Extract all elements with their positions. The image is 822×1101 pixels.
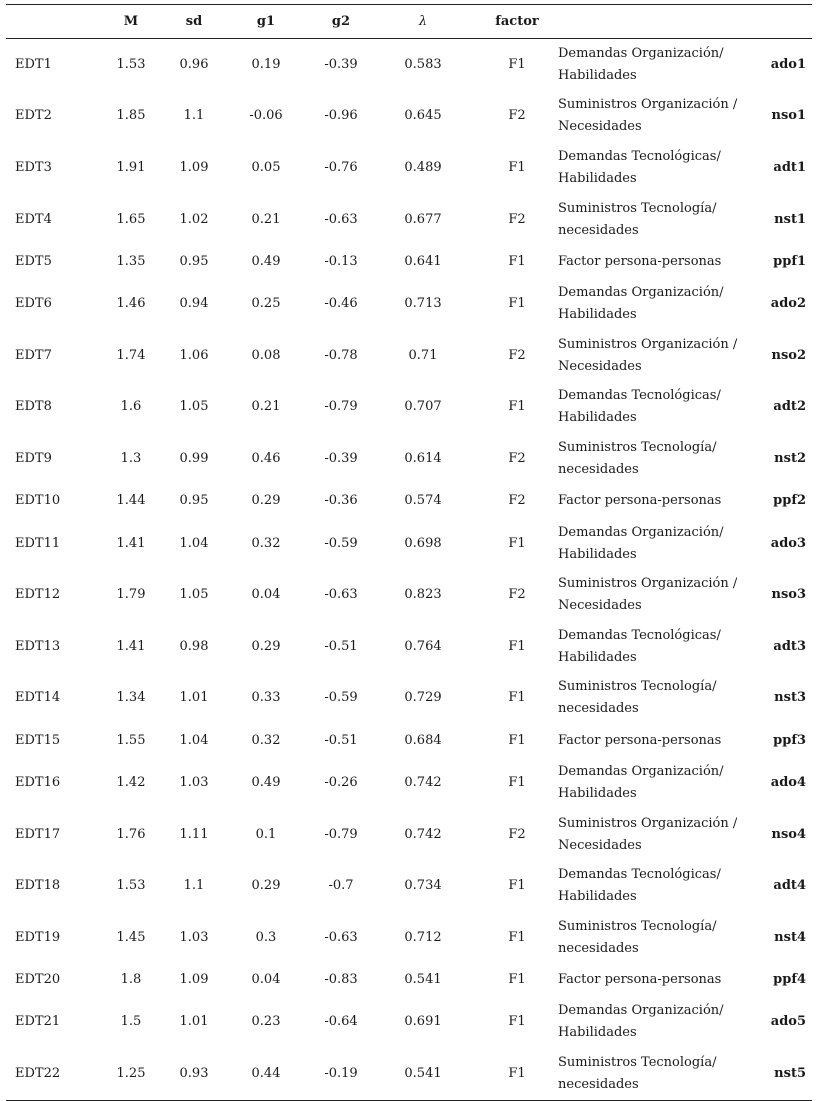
cell-g2: -0.83: [324, 972, 358, 987]
cell-mean: 1.5: [120, 1014, 142, 1030]
cell-item: EDT2: [15, 108, 52, 124]
cell-factor: F2: [508, 493, 526, 509]
cell-lambda: 0.734: [404, 878, 442, 894]
cell-g1: 0.08: [251, 347, 281, 363]
cell-factor: F1: [508, 296, 526, 312]
cell-item: EDT22: [6, 1048, 92, 1100]
cell-mean: 1.53: [116, 56, 146, 72]
cell-factor: F2: [508, 211, 526, 227]
table-row: [6, 330, 812, 382]
cell-lambda: 0.823: [404, 587, 442, 603]
cell-g2: -0.59: [324, 535, 358, 551]
cell-g1: 0.32: [251, 535, 281, 551]
cell-code: adt3: [773, 638, 806, 654]
cell-sd: 0.93: [170, 1048, 218, 1100]
cell-mean: 1.6: [120, 399, 142, 415]
cell-sd: 0.95: [179, 253, 209, 269]
cell-description: [556, 757, 751, 809]
cell-description: [556, 964, 751, 997]
description-line-1: Suministros Organización /: [558, 97, 738, 113]
cell-sd: 1.06: [179, 347, 209, 363]
description-line-1: Factor persona-personas: [558, 972, 722, 987]
description-line-1: Suministros Tecnología/: [558, 1054, 717, 1070]
cell-g2: -0.19: [314, 1048, 368, 1100]
description-line-1: Suministros Tecnología/: [558, 439, 717, 455]
cell-g1: 0.32: [251, 732, 281, 748]
cell-g2: -0.39: [324, 56, 358, 72]
cell-g2: -0.64: [324, 1014, 358, 1030]
cell-item: EDT13: [15, 638, 61, 654]
cell-factor: F2: [508, 450, 526, 466]
cell-description: [556, 330, 751, 382]
cell-mean: 1.41: [116, 535, 146, 551]
table-row: [6, 621, 812, 673]
cell-item: EDT10: [15, 493, 61, 509]
description-line-1: Factor persona-personas: [558, 493, 722, 509]
cell-g1: 0.1: [255, 826, 277, 842]
description-line-2: necesidades: [558, 222, 639, 238]
description-line-2: Habilidades: [558, 1025, 637, 1041]
cell-g1: 0.49: [251, 253, 281, 269]
table-row: [6, 518, 812, 570]
description-line-2: Habilidades: [558, 785, 637, 801]
cell-g2: -0.79: [324, 399, 358, 415]
cell-lambda: 0.712: [404, 929, 442, 945]
cell-factor: F1: [508, 159, 526, 175]
description-line-1: Demandas Tecnológicas/: [558, 867, 721, 883]
cell-g1: -0.06: [249, 108, 283, 124]
cell-item: EDT14: [15, 690, 61, 706]
table-row: [6, 39, 812, 91]
cell-sd: 1.01: [179, 1014, 209, 1030]
cell-factor: F1: [508, 690, 526, 706]
cell-factor: F1: [508, 638, 526, 654]
cell-sd: 1.03: [179, 774, 209, 790]
cell-mean: 1.76: [116, 826, 146, 842]
cell-code: ado1: [770, 56, 806, 72]
cell-lambda: 0.489: [404, 159, 442, 175]
cell-sd: 1.05: [179, 587, 209, 603]
cell-description: [556, 809, 751, 861]
cell-description: [556, 485, 751, 518]
cell-sd: 1.1: [183, 108, 205, 124]
description-line-2: Habilidades: [558, 546, 637, 562]
cell-mean: 1.25: [92, 1048, 170, 1100]
header-sd: sd: [170, 5, 218, 39]
cell-factor: F1: [508, 56, 526, 72]
cell-description: [556, 518, 751, 570]
header-item: [6, 5, 92, 39]
cell-description: [556, 91, 751, 143]
table-row: [6, 724, 812, 757]
cell-lambda: 0.698: [404, 535, 442, 551]
cell-lambda: 0.541: [404, 972, 442, 987]
table-row: [6, 485, 812, 518]
cell-description: [556, 433, 751, 485]
description-line-2: Necesidades: [558, 358, 642, 374]
cell-sd: 1.09: [179, 972, 209, 987]
cell-code: ppf4: [773, 972, 806, 987]
cell-factor: F1: [478, 1048, 556, 1100]
cell-mean: 1.41: [116, 638, 146, 654]
cell-factor: F2: [508, 108, 526, 124]
cell-code: ado2: [770, 296, 806, 312]
cell-g2: -0.63: [324, 587, 358, 603]
cell-code: nso4: [771, 826, 806, 842]
cell-description: [556, 673, 751, 725]
cell-factor: F1: [508, 253, 526, 269]
cell-factor: F1: [508, 399, 526, 415]
cell-description: [556, 39, 751, 91]
cell-g1: 0.23: [251, 1014, 281, 1030]
table-row: [6, 997, 812, 1049]
cell-mean: 1.85: [116, 108, 146, 124]
cell-code: ppf1: [773, 253, 806, 269]
cell-g2: -0.26: [324, 774, 358, 790]
cell-item: EDT7: [15, 347, 52, 363]
cell-sd: 1.11: [179, 826, 209, 842]
header-lambda: λ: [368, 5, 478, 39]
cell-g1: 0.04: [251, 587, 281, 603]
cell-code: nst1: [774, 211, 806, 227]
description-line-1: Demandas Organización/: [558, 1003, 724, 1019]
cell-factor: F1: [508, 929, 526, 945]
cell-g1: 0.21: [251, 399, 281, 415]
cell-g1: 0.33: [251, 690, 281, 706]
cell-g2: -0.79: [324, 826, 358, 842]
cell-sd: 1.04: [179, 732, 209, 748]
cell-code: nso3: [771, 587, 806, 603]
cell-code: nst4: [774, 929, 806, 945]
description-line-2: Habilidades: [558, 889, 637, 905]
cell-g1: 0.46: [251, 450, 281, 466]
cell-g2: -0.76: [324, 159, 358, 175]
cell-item: EDT8: [15, 399, 52, 415]
description-line-2: Habilidades: [558, 67, 637, 83]
cell-code: nso2: [771, 347, 806, 363]
cell-description: [556, 724, 751, 757]
description-line-1: Suministros Tecnología/: [558, 918, 717, 934]
cell-description: [556, 997, 751, 1049]
cell-sd: 1.1: [183, 878, 205, 894]
cell-mean: 1.35: [116, 253, 146, 269]
cell-code: adt4: [773, 878, 806, 894]
table-row: [6, 860, 812, 912]
cell-g1: 0.25: [251, 296, 281, 312]
cell-g1: 0.21: [251, 211, 281, 227]
description-line-2: Habilidades: [558, 170, 637, 186]
table-row: [6, 569, 812, 621]
cell-sd: 1.04: [179, 535, 209, 551]
cell-description: [556, 1048, 751, 1100]
cell-factor: F2: [508, 587, 526, 603]
cell-g2: -0.63: [324, 929, 358, 945]
header-description: [556, 5, 751, 39]
item-statistics-table: [6, 4, 812, 1101]
description-line-1: Demandas Organización/: [558, 763, 724, 779]
item-statistics-table-container: [6, 4, 812, 1101]
description-line-2: necesidades: [558, 1076, 639, 1092]
cell-g1: 0.04: [251, 972, 281, 987]
description-line-1: Suministros Organización /: [558, 576, 738, 592]
cell-mean: 1.74: [116, 347, 146, 363]
cell-sd: 0.95: [179, 493, 209, 509]
cell-code: adt1: [773, 159, 806, 175]
description-line-2: Habilidades: [558, 410, 637, 426]
cell-code: nso1: [771, 108, 806, 124]
cell-mean: 1.46: [116, 296, 146, 312]
cell-g1: 0.29: [251, 638, 281, 654]
cell-item: EDT17: [15, 826, 61, 842]
cell-factor: F1: [508, 878, 526, 894]
description-line-2: necesidades: [558, 461, 639, 477]
description-line-2: Necesidades: [558, 119, 642, 135]
cell-code: nst2: [774, 450, 806, 466]
cell-item: EDT20: [15, 972, 61, 987]
cell-factor: F1: [508, 774, 526, 790]
description-line-1: Demandas Tecnológicas/: [558, 148, 721, 164]
cell-item: EDT12: [15, 587, 61, 603]
cell-g2: -0.46: [324, 296, 358, 312]
description-line-2: necesidades: [558, 940, 639, 956]
cell-sd: 0.98: [179, 638, 209, 654]
cell-lambda: 0.677: [404, 211, 442, 227]
cell-factor: F1: [508, 535, 526, 551]
cell-sd: 1.01: [179, 690, 209, 706]
table-row: [6, 757, 812, 809]
cell-g2: -0.13: [324, 253, 358, 269]
cell-item: EDT5: [15, 253, 52, 269]
cell-g2: -0.39: [324, 450, 358, 466]
cell-g2: -0.59: [324, 690, 358, 706]
description-line-1: Factor persona-personas: [558, 253, 722, 269]
cell-description: [556, 860, 751, 912]
cell-mean: 1.79: [116, 587, 146, 603]
cell-g1: 0.3: [255, 929, 277, 945]
header-row: [6, 5, 812, 39]
description-line-1: Demandas Organización/: [558, 524, 724, 540]
cell-g1: 0.29: [251, 493, 281, 509]
cell-item: EDT6: [15, 296, 52, 312]
cell-factor: F2: [508, 826, 526, 842]
cell-sd: 0.94: [179, 296, 209, 312]
cell-sd: 1.02: [179, 211, 209, 227]
cell-factor: F1: [508, 732, 526, 748]
cell-description: [556, 278, 751, 330]
cell-g2: -0.51: [324, 638, 358, 654]
table-row: [6, 91, 812, 143]
cell-lambda: 0.691: [404, 1014, 442, 1030]
table-row: [6, 1048, 812, 1100]
cell-lambda: 0.614: [404, 450, 442, 466]
cell-code: ado4: [770, 774, 806, 790]
cell-item: EDT3: [15, 159, 52, 175]
table-row: [6, 142, 812, 194]
cell-lambda: 0.541: [368, 1048, 478, 1100]
cell-item: EDT21: [15, 1014, 61, 1030]
cell-g2: -0.7: [328, 878, 354, 894]
cell-code: nst5: [751, 1048, 812, 1100]
cell-lambda: 0.764: [404, 638, 442, 654]
cell-description: [556, 912, 751, 964]
description-line-2: Necesidades: [558, 598, 642, 614]
cell-code: ppf2: [773, 493, 806, 509]
table-row: [6, 278, 812, 330]
cell-g2: -0.63: [324, 211, 358, 227]
cell-sd: 1.09: [179, 159, 209, 175]
header-factor: factor: [478, 5, 556, 39]
header-mean: M: [92, 5, 170, 39]
table-body: [6, 39, 812, 1101]
cell-mean: 1.44: [116, 493, 146, 509]
description-line-2: Habilidades: [558, 307, 637, 323]
description-line-1: Suministros Organización /: [558, 336, 738, 352]
cell-description: [556, 142, 751, 194]
cell-code: ppf3: [773, 732, 806, 748]
table-row: [6, 912, 812, 964]
cell-mean: 1.91: [116, 159, 146, 175]
table-row: [6, 964, 812, 997]
cell-mean: 1.45: [116, 929, 146, 945]
cell-mean: 1.3: [120, 450, 142, 466]
cell-g2: -0.36: [324, 493, 358, 509]
cell-code: adt2: [773, 399, 806, 415]
cell-sd: 1.03: [179, 929, 209, 945]
cell-mean: 1.55: [116, 732, 146, 748]
cell-lambda: 0.713: [404, 296, 442, 312]
cell-sd: 0.99: [179, 450, 209, 466]
cell-description: [556, 194, 751, 246]
cell-item: EDT1: [15, 56, 52, 72]
description-line-1: Demandas Tecnológicas/: [558, 627, 721, 643]
cell-mean: 1.8: [120, 972, 142, 987]
cell-item: EDT4: [15, 211, 52, 227]
cell-g2: -0.51: [324, 732, 358, 748]
cell-factor: F1: [508, 1014, 526, 1030]
cell-description: [556, 621, 751, 673]
table-row: [6, 382, 812, 434]
cell-g1: 0.49: [251, 774, 281, 790]
header-code: [751, 5, 812, 39]
cell-item: EDT9: [15, 450, 52, 466]
cell-factor: F2: [508, 347, 526, 363]
cell-sd: 1.05: [179, 399, 209, 415]
table-row: [6, 673, 812, 725]
cell-mean: 1.53: [116, 878, 146, 894]
cell-description: [556, 245, 751, 278]
description-line-1: Suministros Tecnología/: [558, 679, 717, 695]
cell-factor: F1: [508, 972, 526, 987]
table-row: [6, 809, 812, 861]
header-g1: g1: [218, 5, 314, 39]
description-line-2: necesidades: [558, 701, 639, 717]
cell-lambda: 0.729: [404, 690, 442, 706]
description-line-2: Necesidades: [558, 837, 642, 853]
cell-lambda: 0.742: [404, 774, 442, 790]
description-line-1: Suministros Tecnología/: [558, 200, 717, 216]
header-g2: g2: [314, 5, 368, 39]
cell-item: EDT16: [15, 774, 61, 790]
cell-g1: 0.05: [251, 159, 281, 175]
cell-g2: -0.78: [324, 347, 358, 363]
cell-g2: -0.96: [324, 108, 358, 124]
cell-g1: 0.29: [251, 878, 281, 894]
cell-g1: 0.19: [251, 56, 281, 72]
cell-item: EDT15: [15, 732, 61, 748]
cell-lambda: 0.645: [404, 108, 442, 124]
cell-code: ado3: [770, 535, 806, 551]
description-line-2: Habilidades: [558, 649, 637, 665]
cell-item: EDT19: [15, 929, 61, 945]
cell-description: [556, 569, 751, 621]
cell-lambda: 0.71: [408, 347, 438, 363]
cell-mean: 1.34: [116, 690, 146, 706]
description-line-1: Demandas Organización/: [558, 285, 724, 301]
cell-sd: 0.96: [179, 56, 209, 72]
cell-g1: 0.44: [218, 1048, 314, 1100]
table-row: [6, 433, 812, 485]
cell-description: [556, 382, 751, 434]
cell-code: ado5: [770, 1014, 806, 1030]
cell-mean: 1.42: [116, 774, 146, 790]
cell-lambda: 0.742: [404, 826, 442, 842]
description-line-1: Factor persona-personas: [558, 732, 722, 748]
description-line-1: Suministros Organización /: [558, 815, 738, 831]
cell-lambda: 0.684: [404, 732, 442, 748]
cell-lambda: 0.583: [404, 56, 442, 72]
table-row: [6, 245, 812, 278]
cell-item: EDT11: [15, 535, 61, 551]
description-line-1: Demandas Organización/: [558, 45, 724, 61]
description-line-1: Demandas Tecnológicas/: [558, 388, 721, 404]
cell-code: nst3: [774, 690, 806, 706]
cell-mean: 1.65: [116, 211, 146, 227]
cell-lambda: 0.641: [404, 253, 442, 269]
cell-item: EDT18: [15, 878, 61, 894]
table-row: [6, 194, 812, 246]
cell-lambda: 0.574: [404, 493, 442, 509]
cell-lambda: 0.707: [404, 399, 442, 415]
